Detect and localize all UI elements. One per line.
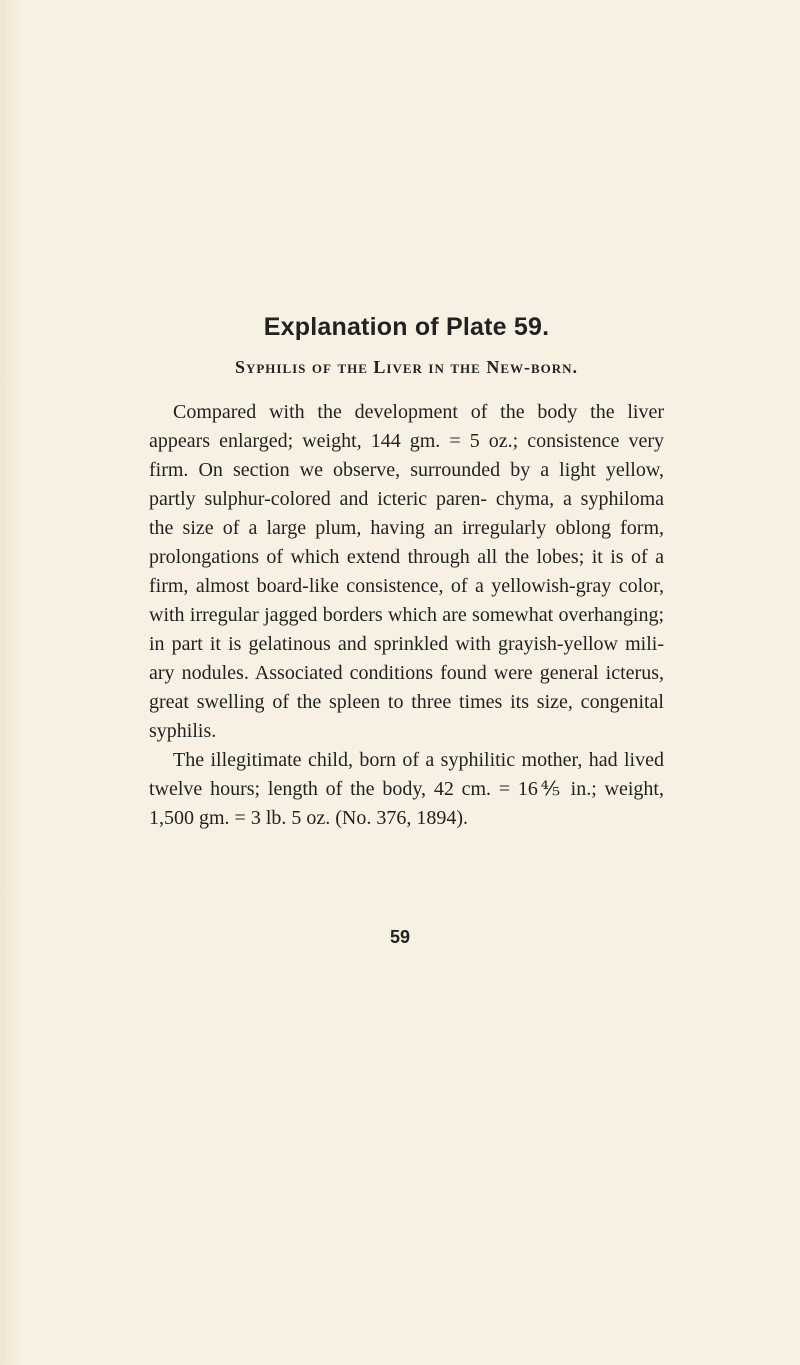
page-number: 59 [389, 927, 411, 947]
paragraph: Compared with the development of the body the liver appears enlarged; weight, 144 gm. = 5 oz.; consistence very firm. On section we observe, surrounded by a light yellow, partly sulphur-colored and icteric paren- chyma, a syphiloma the size of a large plum, having an irregularly oblong form, prolongations of which extend through all the lobes; it is of a firm, almost board-like consistence, of a yellowish-gray color, with irregular jagged borders which are somewhat overhanging; in part it is gelatinous and sprinkled with grayish-yellow mili- ary nodules. Associated conditions found were general icterus, great swelling of the spleen to three times its size, congenital syphilis. [149, 401, 664, 742]
page-title: Explanation of Plate 59. [263, 313, 550, 341]
document-body [149, 310, 664, 833]
body-text [149, 398, 664, 833]
paragraph: The illegitimate child, born of a syphilitic mother, had lived twelve hours; length of the body, 42 cm. = 16⅘ in.; weight, 1,500 gm. = 3 lb. 5 oz. (No. 376, 1894). [149, 749, 664, 829]
page-edge [0, 0, 22, 1365]
page-subtitle: Syphilis of the Liver in the New-born. [234, 357, 579, 377]
